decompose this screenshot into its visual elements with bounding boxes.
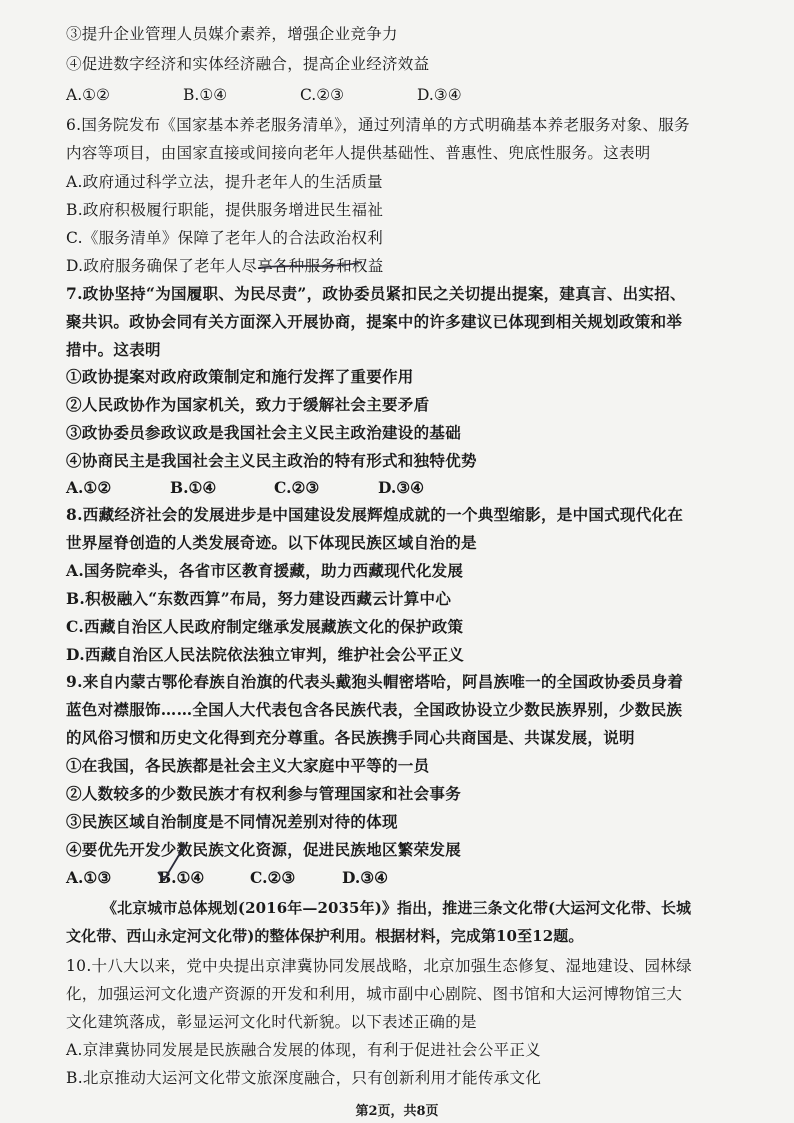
q8-option-b: B.积极融入“东数西算”布局，努力建设西藏云计算中心 (66, 589, 452, 608)
option-c: C.②③ (250, 868, 296, 887)
material-intro-cont: 文化带、西山永定河文化带)的整体保护利用。根据材料，完成第10至12题。 (66, 927, 584, 945)
question-9-stem-end: 的风俗习惯和历史文化得到充分尊重。各民族携手同心共商国是、共谋发展，说明 (66, 728, 635, 747)
q8-option-a: A.国务院牵头，各省市区教育援藏，助力西藏现代化发展 (66, 561, 464, 580)
option-b: B.①④ (170, 478, 217, 497)
option-b: B.①④ (183, 86, 228, 104)
question-10-stem-end: 文化建筑落成，彰显运河文化时代新貌。以下表述正确的是 (66, 1013, 477, 1031)
q7-options (66, 478, 424, 498)
page-footer: 第2页，共8页 (355, 1104, 439, 1119)
question-7-stem-cont: 聚共识。政协会同有关方面深入开展协商，提案中的许多建议已体现到相关规划政策和举 (66, 312, 683, 331)
question-6-stem-cont: 内容等项目，由国家直接或间接向老年人提供基础性、普惠性、兜底性服务。这表明 (66, 144, 651, 162)
option-d: D.③④ (417, 86, 462, 104)
q6-option-d: D.政府服务确保了老年人尽享各种服务和权益 (66, 257, 384, 275)
q6-option-a: A.政府通过科学立法，提升老年人的生活质量 (66, 173, 383, 191)
q9-options (66, 868, 388, 888)
question-10-stem-cont: 化，加强运河文化遗产资源的开发和利用，城市副中心剧院、图书馆和大运河博物馆三大 (66, 985, 683, 1003)
q10-option-a: A.京津冀协同发展是民族融合发展的体现，有利于促进社会公平正义 (66, 1041, 541, 1059)
material-intro: 《北京城市总体规划(2016年—2035年)》指出，推进三条文化带(大运河文化带、长城 (102, 899, 692, 917)
option-a: A.①③ (66, 868, 112, 887)
question-9-stem-cont: 蓝色对襟服饰……全国人大代表包含各民族代表，全国政协设立少数民族界别，少数民族 (66, 700, 683, 719)
question-8-stem: 8.西藏经济社会的发展进步是中国建设发展辉煌成就的一个典型缩影，是中国式现代化在 (66, 505, 684, 524)
question-8-stem-cont: 世界屋脊创造的人类发展奇迹。以下体现民族区域自治的是 (66, 533, 477, 552)
q7-statement-1: ①政协提案对政府政策制定和施行发挥了重要作用 (66, 367, 414, 386)
q7-statement-4: ④协商民主是我国社会主义民主政治的特有形式和独特优势 (66, 451, 477, 470)
question-6-stem: 6.国务院发布《国家基本养老服务清单》，通过列清单的方式明确基本养老服务对象、服务 (66, 116, 690, 134)
q9-statement-4: ④要优先开发少数民族文化资源，促进民族地区繁荣发展 (66, 840, 462, 859)
q10-option-b: B.北京推动大运河文化带文旅深度融合，只有创新利用才能传承文化 (66, 1069, 542, 1087)
q7-statement-3: ③政协委员参政议政是我国社会主义民主政治建设的基础 (66, 423, 462, 442)
question-10-stem: 10.十八大以来，党中央提出京津冀协同发展战略，北京加强生态修复、湿地建设、园林绿 (66, 957, 692, 975)
option-a: A.①② (66, 86, 110, 104)
q6-option-c: C.《服务清单》保障了老年人的合法政治权利 (66, 229, 384, 247)
question-7-stem: 7.政协坚持“为国履职、为民尽责”，政协委员紧扣民之关切提出提案，建真言、出实招、 (66, 284, 686, 303)
q9-statement-1: ①在我国，各民族都是社会主义大家庭中平等的一员 (66, 756, 430, 775)
question-9-stem: 9.来自内蒙古鄂伦春族自治旗的代表头戴狍头帽密塔哈，阿昌族唯一的全国政协委员身着 (66, 672, 684, 691)
option-d: D.③④ (378, 478, 425, 497)
q8-option-c: C.西藏自治区人民政府制定继承发展藏族文化的保护政策 (66, 617, 464, 636)
question-7-stem-end: 措中。这表明 (66, 340, 161, 359)
q9-statement-3: ③民族区域自治制度是不同情况差别对待的体现 (66, 812, 398, 831)
option-b: B.①④ (158, 868, 205, 887)
q7-statement-2: ②人民政协作为国家机关，致力于缓解社会主要矛盾 (66, 395, 430, 414)
option-d: D.③④ (342, 868, 389, 887)
q9-statement-2: ②人数较多的少数民族才有权利参与管理国家和社会事务 (66, 784, 462, 803)
statement-4: ④促进数字经济和实体经济融合，提高企业经济效益 (66, 55, 430, 73)
option-c: C.②③ (274, 478, 320, 497)
q6-option-b: B.政府积极履行职能，提供服务增进民生福祉 (66, 201, 384, 219)
q5-options (66, 85, 462, 105)
q8-option-d: D.西藏自治区人民法院依法独立审判，维护社会公平正义 (66, 645, 465, 664)
option-c: C.②③ (300, 86, 345, 104)
statement-3: ③提升企业管理人员媒介素养，增强企业竞争力 (66, 25, 398, 43)
option-a: A.①② (66, 478, 112, 497)
